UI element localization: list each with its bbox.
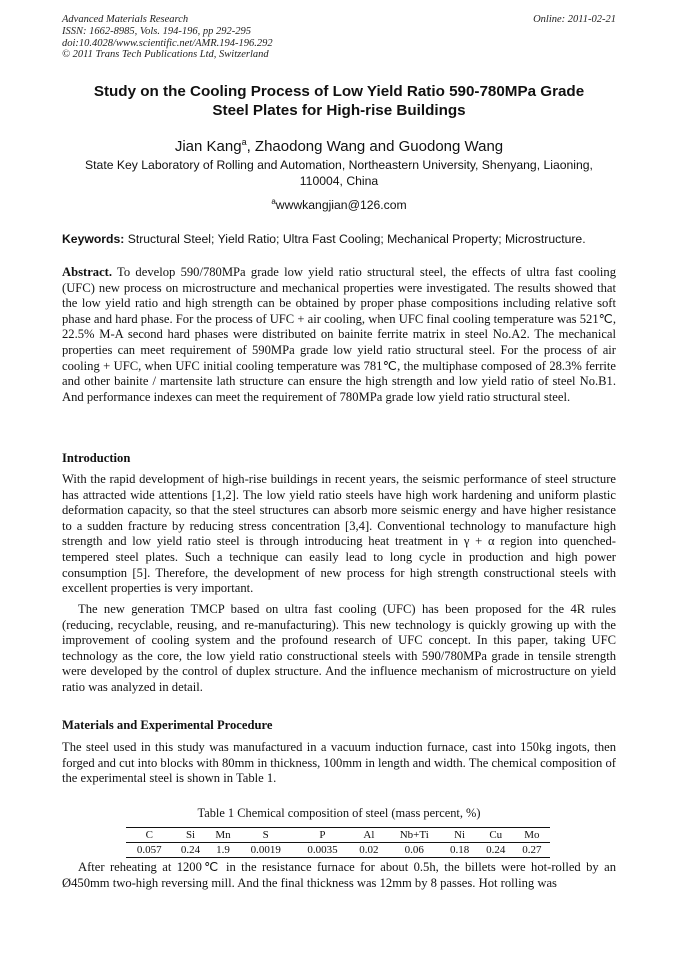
author-1: Jian Kang — [174, 138, 242, 155]
table-cell: 1.9 — [209, 843, 238, 858]
affiliation-line-1: State Key Laboratory of Rolling and Automation, Northeastern University, Shenyang, Liaoning, — [85, 158, 593, 172]
title-line-1: Study on the Cooling Process of Low Yield Ratio 590-780MPa Grade — [93, 83, 585, 100]
table-header-cell: Cu — [478, 828, 514, 843]
introduction-paragraph-2: The new generation TMCP based on ultra fast cooling (UFC) has been proposed for the 4R rules (reducing, recyclable, reusing, and re-manufacturing). This new technology is quickly growing up with the improvement of cooling system and the profound research of UFC concept. In this paper, taking UFC technology as the core, the low yield ratio constructional steels with 590/780MPa grade in tensile strength were developed by the control of duplex structure. And the influence mechanism of microstructure on yield ratio was analyzed in detail. — [62, 602, 616, 694]
introduction-paragraph-1: With the rapid development of high-rise buildings in recent years, the seismic performance of steel structure has attracted wide attentions [1,2]. The low yield ratio steels have high work hardening and uniform plastic deformation capacity, so that the steel structures can absorb more seismic energy and have higher resistance to a sudden fracture by reducing stress concentration [3,4]. Conventional technology to manufacture high strength and low yield ratio steel is through introducing heat treatment in γ + α region into quenched-tempered steel plates. Such a technique can easily lead to long cycle in production and high power consumption [5]. Therefore, the development of new process for high strength constructional steels with excellent properties is very important. — [62, 472, 616, 596]
affiliation — [62, 158, 616, 189]
table-header-cell: Mn — [209, 828, 238, 843]
table-cell: 0.06 — [387, 843, 442, 858]
materials-paragraph-2: After reheating at 1200℃ in the resistance furnace for about 0.5h, the billets were hot-rolled by an Ø450mm two-high reversing mill. And the final thickness was 12mm by 8 passes. Hot rolling was — [62, 860, 616, 890]
table-header-row — [126, 828, 550, 843]
materials-heading: Materials and Experimental Procedure — [62, 718, 273, 732]
authors-rest: , Zhaodong Wang and Guodong Wang — [246, 138, 504, 155]
table-cell: 0.057 — [126, 843, 172, 858]
introduction-heading: Introduction — [62, 451, 131, 465]
table-row — [126, 843, 550, 858]
table-cell: 0.0035 — [294, 843, 351, 858]
table-caption: Table 1 Chemical composition of steel (mass percent, %) — [197, 806, 481, 820]
journal-header — [62, 14, 616, 61]
journal-issn: ISSN: 1662-8985, Vols. 194-196, pp 292-295 — [62, 25, 251, 37]
composition-table — [126, 827, 550, 858]
abstract-text: To develop 590/780MPa grade low yield ratio structural steel, the effects of ultra fast cooling (UFC) new process on microstructure and mechanical properties were investigated. The results showed that the low yield ratio and high strength can be obtained by proper phase compositions including relative soft phase and hard phase. For the process of UFC + air cooling, when UFC final cooling temperature was 521℃, 22.5% M-A second hard phases were distributed on bainite ferrite matrix in steel No.A2. The mechanical properties can meet requirement of 590MPa grade low yield ratio structural steel. For the process of air cooling + UFC, when UFC initial cooling temperature was 781℃, the multiphase composed of 28.3% ferrite and other bainite / martensite lath structure can ensure the high strength and low yield ratio of steel No.B1. And performance indexes can meet the requirement of 780MPa grade low yield ratio structural steel. — [62, 265, 616, 404]
table-cell: 0.27 — [514, 843, 550, 858]
keywords-text: Structural Steel; Yield Ratio; Ultra Fast Cooling; Mechanical Property; Microstructure. — [124, 232, 586, 246]
table-cell: 0.24 — [478, 843, 514, 858]
author-list — [62, 133, 616, 156]
abstract-label: Abstract. — [62, 265, 113, 279]
title-line-2: Steel Plates for High-rise Buildings — [212, 102, 466, 119]
journal-copyright: © 2011 Trans Tech Publications Ltd, Switzerland — [62, 49, 269, 61]
table-header-cell: Mo — [514, 828, 550, 843]
table-header-cell: P — [294, 828, 351, 843]
keywords-label: Keywords: — [62, 232, 125, 246]
table-cell: 0.18 — [442, 843, 478, 858]
table-header-cell: S — [237, 828, 294, 843]
table-cell: 0.02 — [351, 843, 387, 858]
abstract — [62, 265, 616, 405]
table-cell: 0.24 — [172, 843, 208, 858]
keywords — [62, 232, 616, 247]
table-header-cell: Nb+Ti — [387, 828, 442, 843]
table-cell: 0.0019 — [237, 843, 294, 858]
email-address[interactable]: wwwkangjian@126.com — [275, 198, 407, 213]
journal-name: Advanced Materials Research — [62, 14, 189, 25]
table-header-cell: Si — [172, 828, 208, 843]
email-superscript: a — [271, 197, 276, 206]
table-header-cell: C — [126, 828, 172, 843]
affiliation-line-2: 110004, China — [299, 173, 379, 188]
table-header-cell: Al — [351, 828, 387, 843]
online-date: Online: 2011-02-21 — [533, 14, 616, 25]
table-header-cell: Ni — [442, 828, 478, 843]
author-email — [62, 194, 616, 213]
author-1-superscript: a — [241, 137, 247, 147]
paper-title — [62, 82, 616, 120]
materials-paragraph-1: The steel used in this study was manufactured in a vacuum induction furnace, cast into 150kg ingots, then forged and cut into blocks with 80mm in thickness, 100mm in length and width. The chemical composition of the experimental steel is shown in Table 1. — [62, 740, 616, 786]
journal-doi: doi:10.4028/www.scientific.net/AMR.194-196.292 — [62, 37, 273, 49]
